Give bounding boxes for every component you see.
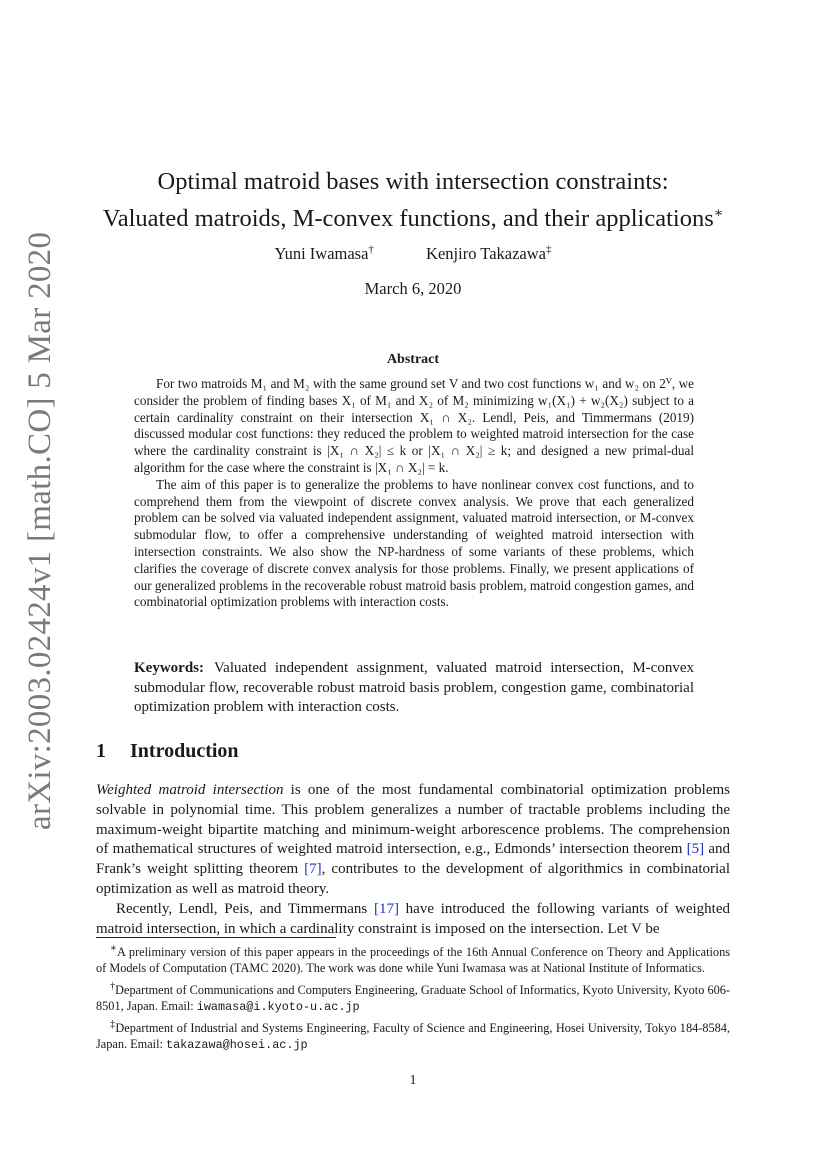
citation-link-5[interactable]: [5]: [686, 841, 705, 858]
author-list: [96, 243, 730, 264]
citation-link-7[interactable]: [7]: [304, 861, 322, 878]
footnotes: [96, 941, 730, 1054]
abstract-paragraph-1: For two matroids M₁ and M₂ with the same ground set V and two cost functions w₁ and w₂ on 2ⱽ, we consider the problem of finding bases X₁ of M₁ and X₂ of M₂ minimizing w₁(X₁) + w₂(X₂) subject to a certain cardinality constraint on their intersection X₁ ∩ X₂. Lendl, Peis, and Timmermans (2019) discussed modular cost functions: they reduced the problem to weighted matroid intersection for the case where the cardinality constraint is |X₁ ∩ X₂| ≤ k or |X₁ ∩ X₂| ≥ k; and designed a new primal-dual algorithm for the case where the constraint is |X₁ ∩ X₂| = k.: [134, 376, 694, 475]
email-iwamasa: iwamasa@i.kyoto-u.ac.jp: [196, 999, 360, 1014]
intro-paragraph-2: [96, 900, 730, 940]
author-1-mark: †: [368, 243, 374, 255]
footnote-3-text: Department of Industrial and Systems Engineering, Faculty of Science and Engineering, Hosei University, Tokyo 184-8584, Japan. Email:: [96, 1021, 731, 1052]
arxiv-side-stamp: arXiv:2003.02424v1 [math.CO] 5 Mar 2020: [22, 231, 58, 830]
footnote-2-mark: †: [110, 980, 116, 992]
citation-link-17[interactable]: [17]: [373, 900, 399, 917]
paper-date: March 6, 2020: [364, 279, 462, 298]
title-line-2-text: Valuated matroids, M-convex functions, and their applications: [102, 205, 714, 233]
footnote-2: [96, 979, 730, 1016]
author-2: [426, 244, 551, 263]
title-line-1: Optimal matroid bases with intersection constraints:: [157, 168, 669, 195]
author-2-name: Kenjiro Takazawa: [426, 243, 546, 263]
intro-p1-text-a: is one of the most fundamental combinatorial optimization problems solvable in polynomial time. This problem generalizes a number of tractable problems including the maximum-weight bipartite matching and minimum-weight arborescence problems. The comprehension of mathematical structures of weighted matroid intersection, e.g., Edmonds’ intersection theorem: [96, 782, 730, 858]
title-footnote-mark: ∗: [713, 206, 724, 221]
intro-p2-text-a: Recently, Lendl, Peis, and Timmermans: [116, 900, 374, 917]
footnote-3: [96, 1017, 730, 1054]
abstract-paragraph-2: The aim of this paper is to generalize the problems to have nonlinear convex cost functions, and to comprehend them from the viewpoint of discrete convex analysis. We prove that each generalized problem can be solved via valuated independent assignment, valuated matroid intersection, or M-convex submodular flow, to offer a comprehensive understanding of weighted matroid intersection with intersection constraints. We also show the NP-hardness of some variants of these problems, which clarifies the coverage of discrete convex analysis for those problems. Finally, we present applications of our generalized problems in the recoverable robust matroid basis problem, matroid congestion games, and combinatorial optimization problems with interaction costs.: [134, 476, 694, 610]
author-1-name: Yuni Iwamasa: [274, 243, 369, 263]
footnote-1-mark: ∗: [110, 943, 117, 954]
page-number: 1: [409, 1073, 417, 1088]
section-number: 1: [96, 740, 106, 762]
intro-emphasis: Weighted matroid intersection: [96, 782, 284, 798]
keywords: [134, 659, 694, 718]
author-1: [274, 244, 373, 263]
abstract-heading: Abstract: [386, 352, 440, 367]
footnote-2-text: Department of Communications and Computers Engineering, Graduate School of Informatics, Kyoto University, Kyoto 606-8501, Japan. Email:: [96, 982, 731, 1013]
footnote-1: [96, 941, 730, 977]
section-heading: [96, 740, 730, 763]
intro-p2-text-b: have introduced the following variants of weighted matroid intersection, in which a cardinality constraint is imposed on the intersection. Let V be: [96, 900, 731, 937]
keywords-label: Keywords:: [134, 660, 204, 676]
introduction-body: [96, 781, 730, 939]
section-title: Introduction: [130, 740, 239, 762]
email-takazawa: takazawa@hosei.ac.jp: [166, 1038, 308, 1053]
title-line-2: [96, 198, 730, 235]
footnote-3-mark: ‡: [110, 1019, 116, 1031]
intro-p1-text-c: , contributes to the development of algorithmics in combinatorial optimization as well as matroid theory.: [96, 861, 730, 897]
intro-paragraph-1: [96, 781, 730, 900]
footnote-divider: [96, 937, 336, 938]
author-2-mark: ‡: [546, 243, 552, 255]
abstract-body: [134, 376, 694, 611]
keywords-text: Valuated independent assignment, valuated matroid intersection, M-convex submodular flow, recoverable robust matroid basis problem, congestion game, combinatorial optimization problem with interaction costs.: [134, 660, 694, 715]
intro-p1-text-b: and Frank’s weight splitting theorem: [96, 841, 730, 878]
paper-title: [96, 166, 730, 235]
footnote-1-text: A preliminary version of this paper appears in the proceedings of the 16th Annual Conference on Theory and Applications of Models of Computation (TAMC 2020). The work was done while Yuni Iwamasa was at National Institute of Informatics.: [96, 945, 730, 975]
